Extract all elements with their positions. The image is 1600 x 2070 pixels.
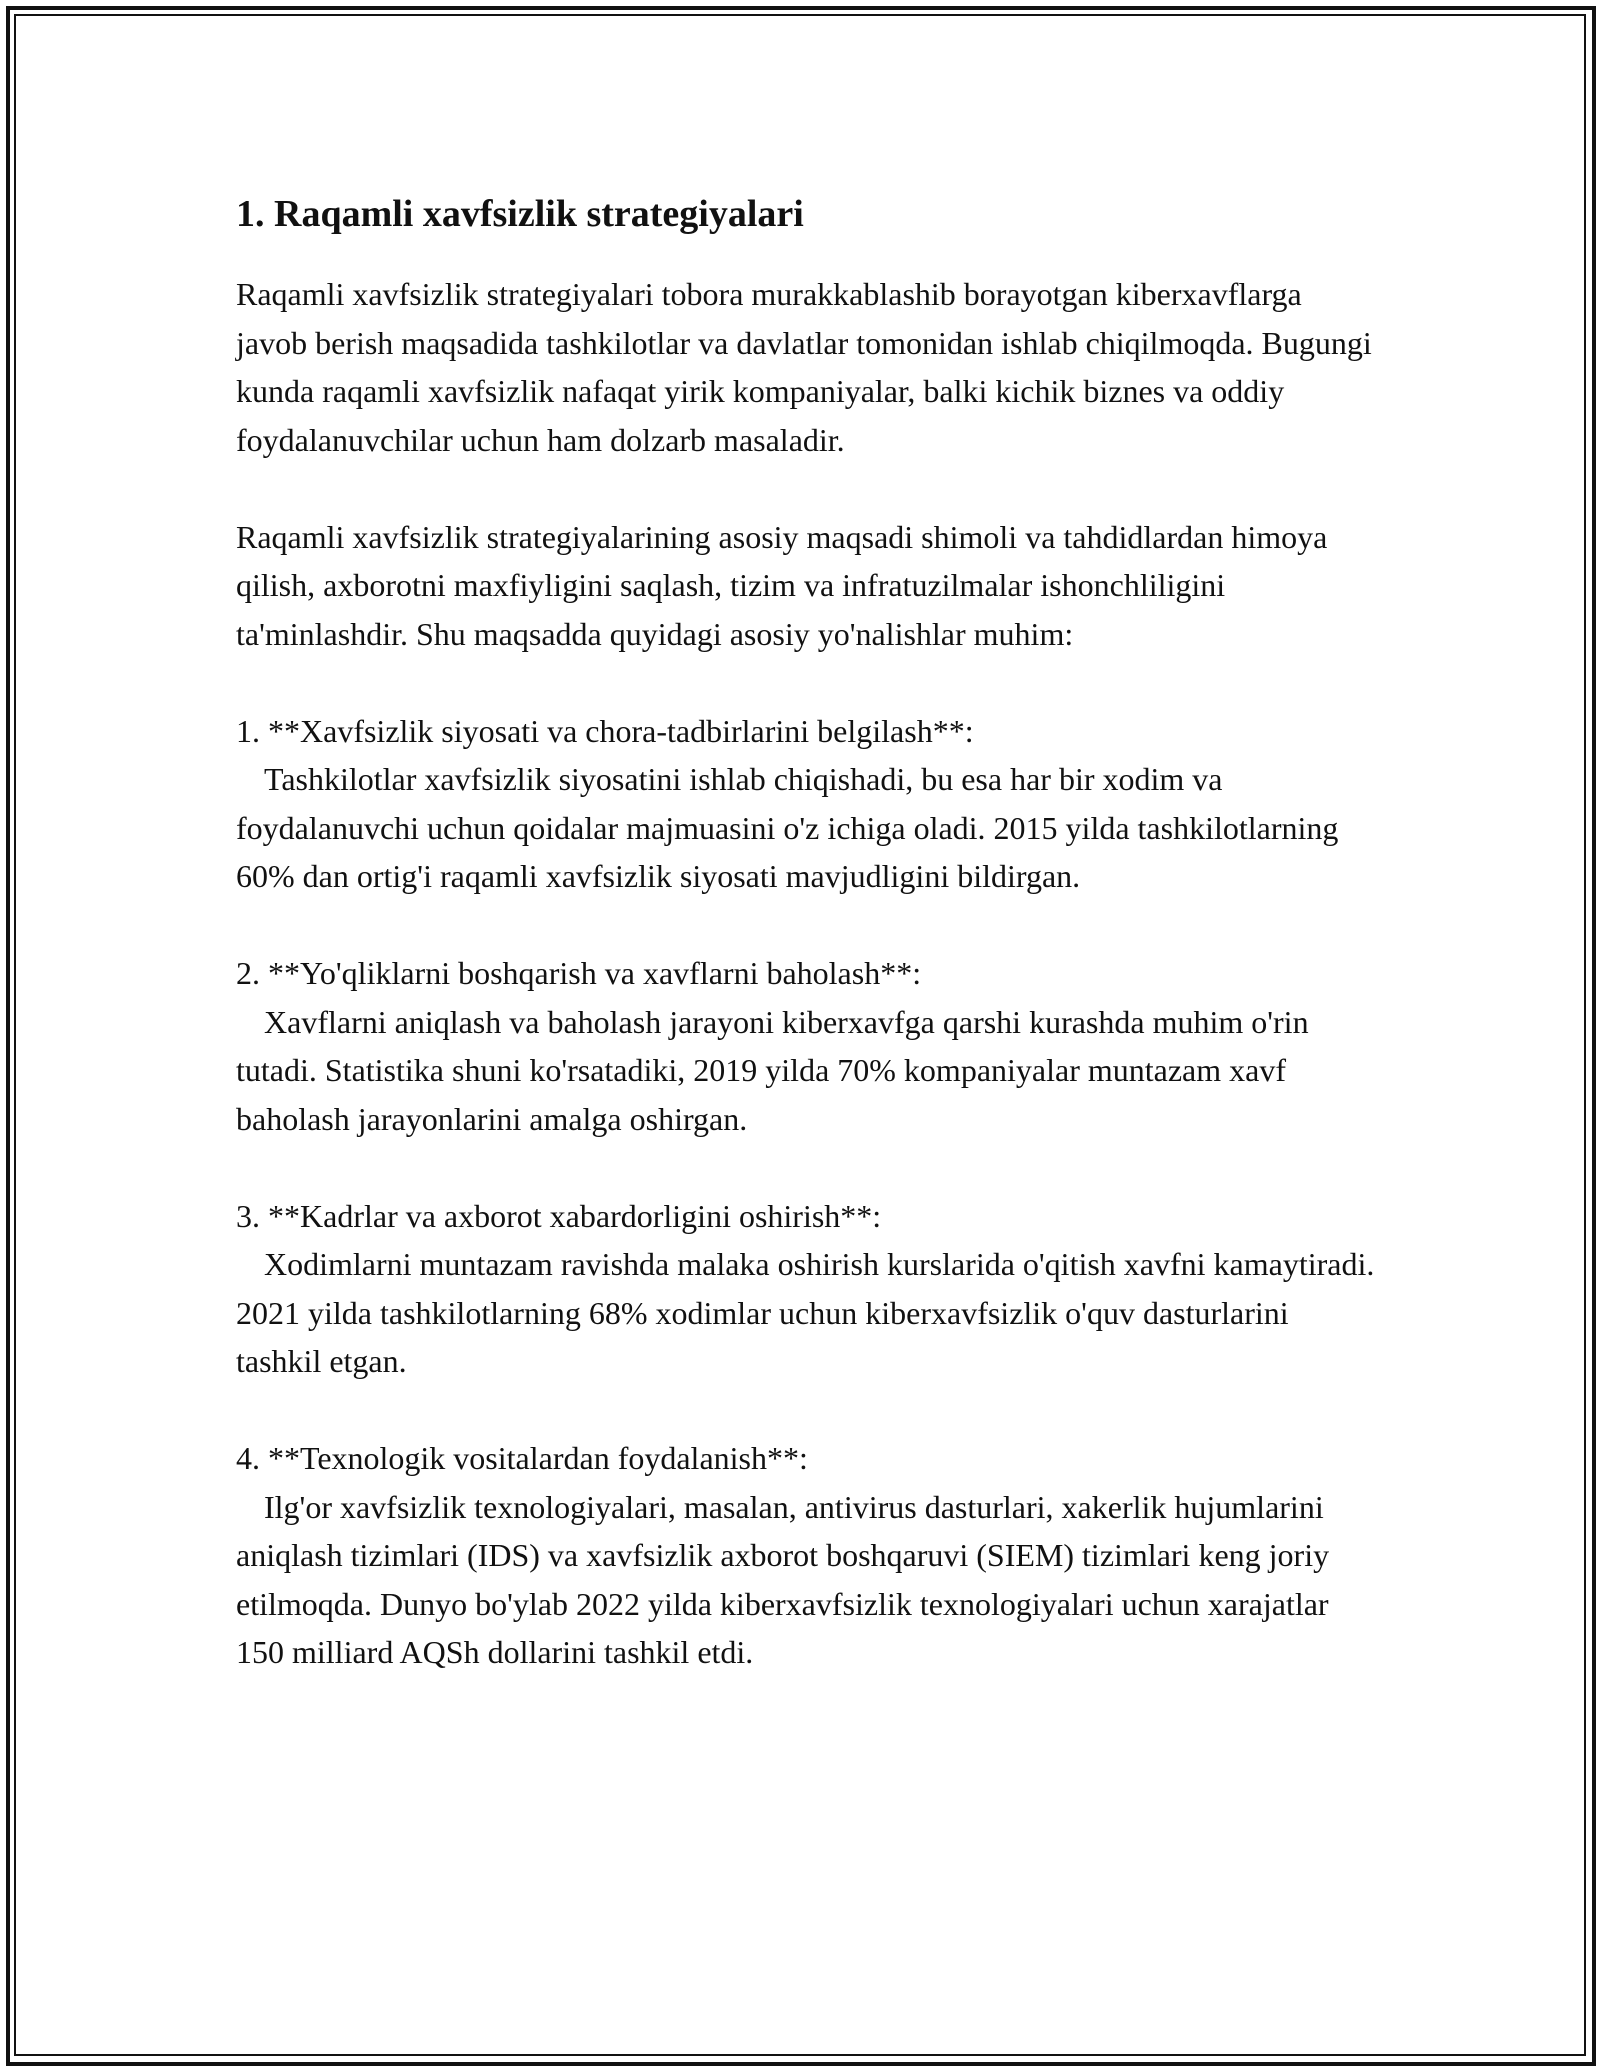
intro-paragraph: Raqamli xavfsizlik strategiyalari tobora murakkablashib borayotgan kiberxavflarga javob berish maqsadida tashkilotlar va davlatlar tomonidan ishlab chiqilmoqda. Bugungi kunda raqamli xavfsizlik nafaqat yirik kompaniyalar, balki kichik biznes va oddiy foydalanuvchilar uchun ham dolzarb masaladir. <box>236 276 1372 458</box>
list-item-body: Tashkilotlar xavfsizlik siyosatini ishlab chiqishadi, bu esa har bir xodim va foydalanuvchi uchun qoidalar majmuasini o'z ichiga oladi. 2015 yilda tashkilotlarning 60% dan ortig'i raqamli xavfsizlik siyosati mavjudligini bildirgan. <box>236 761 1339 894</box>
list-item-heading: 2. **Yo'qliklarni boshqarish va xavflarni baholash**: <box>236 955 922 991</box>
paragraph-gap <box>236 658 1376 707</box>
list-item <box>236 707 1376 901</box>
list-item <box>236 1434 1376 1677</box>
list-item-body: Xavflarni aniqlash va baholash jarayoni kiberxavfga qarshi kurashda muhim o'rin tutadi. Statistika shuni ko'rsatadiki, 2019 yilda 70% kompaniyalar muntazam xavf baholash jarayonlarini amalga oshirgan. <box>236 1003 1309 1137</box>
paragraph-gap <box>236 1386 1376 1435</box>
paragraph-gap <box>236 901 1376 950</box>
list-item-heading: 4. **Texnologik vositalardan foydalanish**: <box>236 1440 808 1476</box>
paragraph-gap <box>236 464 1376 513</box>
list-item <box>236 949 1376 1143</box>
goal-paragraph: Raqamli xavfsizlik strategiyalarining asosiy maqsadi shimoli va tahdidlardan himoya qilish, axborotni maxfiyligini saqlash, tizim va infratuzilmalar ishonchliligini ta'minlashdir. Shu maqsadda quyidagi asosiy yo'nalishlar muhim: <box>236 518 1328 652</box>
section-title: 1. Raqamli xavfsizlik strategiyalari <box>236 193 804 235</box>
list-item-body: Xodimlarni muntazam ravishda malaka oshirish kurslarida o'qitish xavfni kamaytiradi. 2021 yilda tashkilotlarning 68% xodimlar uchun kiberxavfsizlik o'quv dasturlarini tashkil etgan. <box>236 1246 1375 1379</box>
list-item <box>236 1192 1376 1386</box>
list-item-body: Ilg'or xavfsizlik texnologiyalari, masalan, antivirus dasturlari, xakerlik hujumlarini aniqlash tizimlari (IDS) va xavfsizlik axborot boshqaruvi (SIEM) tizimlari keng joriy etilmoqda. Dunyo bo'ylab 2022 yilda kiberxavfsizlik texnologiyalari uchun xarajatlar 150 milliard AQSh dollarini tashkil etdi. <box>236 1488 1330 1670</box>
list-item-heading: 1. **Xavfsizlik siyosati va chora-tadbirlarini belgilash**: <box>236 712 974 749</box>
document-body <box>236 186 1376 1677</box>
list-item-heading: 3. **Kadrlar va axborot xabardorligini oshirish**: <box>236 1197 882 1234</box>
paragraph-gap <box>236 1143 1376 1192</box>
